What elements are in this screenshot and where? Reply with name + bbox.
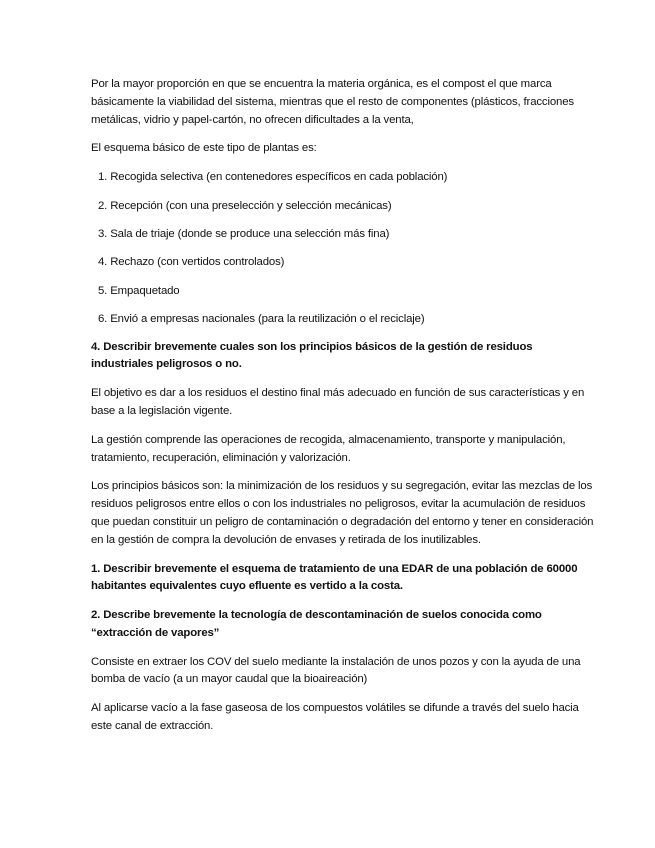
question-heading-4: 4. Describir brevemente cuales son los principios básicos de la gestión de residuos industriales peligrosos o no.: [91, 340, 533, 371]
list-item: 1. Recogida selectiva (en contenedores específicos en cada población): [98, 171, 448, 184]
list-item: 3. Sala de triaje (donde se produce una selección más fina): [98, 227, 390, 240]
question-heading-2: 2. Describe brevemente la tecnología de descontaminación de suelos conocida como “extracción de vapores”: [91, 609, 542, 639]
paragraph-compost: Por la mayor proporción en que se encuentra la materia orgánica, es el compost el que marca básicamente la viabilidad del sistema, mientras que el resto de componentes (plásticos, fracciones metálicas, vidrio y papel-cartón, no ofrecen dificultades a la venta,: [91, 78, 574, 126]
list-item: 4. Rechazo (con vertidos controlados): [98, 256, 285, 269]
paragraph-vacio: Al aplicarse vacío a la fase gaseosa de los compuestos volátiles se difunde a través del suelo hacia este canal de extracción.: [91, 702, 579, 733]
paragraph-objetivo: El objetivo es dar a los residuos el destino final más adecuado en función de sus características y en base a la legislación vigente.: [91, 387, 585, 417]
paragraph-esquema-intro: El esquema básico de este tipo de plantas es:: [91, 142, 317, 155]
list-item: 5. Empaquetado: [98, 284, 180, 297]
paragraph-extraccion: Consiste en extraer los COV del suelo mediante la instalación de unos pozos y con la ayuda de una bomba de vacío (a un mayor caudal que la bioaireación): [91, 655, 581, 686]
list-item: 6. Envió a empresas nacionales (para la reutilización o el reciclaje): [98, 313, 425, 326]
paragraph-principios: Los principios básicos son: la minimización de los residuos y su segregación, evitar las mezclas de los residuos peligrosos entre ellos o con los industriales no peligrosos, evitar la acumulación de residuos que puedan constituir un peligro de contaminación o degradación del entorno y tener en consideración en la gestión de compra la devolución de envases y retirada de los inutilizables.: [91, 480, 594, 546]
list-item: 2. Recepción (con una preselección y selección mecánicas): [98, 199, 392, 212]
paragraph-gestion: La gestión comprende las operaciones de recogida, almacenamiento, transporte y manipulación, tratamiento, recuperación, eliminación y valorización.: [91, 433, 566, 464]
question-heading-1: 1. Describir brevemente el esquema de tratamiento de una EDAR de una población de 60000 habitantes equivalentes cuyo efluente es vertido a la costa.: [91, 562, 578, 593]
plant-scheme-list: [91, 169, 595, 329]
